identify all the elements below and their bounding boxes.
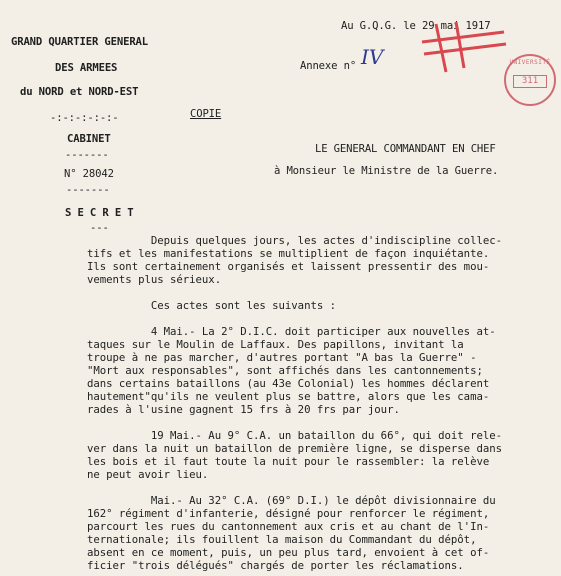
org-line-2: DES ARMEES [55,62,118,74]
body-line: troupe à ne pas marcher, d'autres portant "A bas la Guerre" - [87,351,477,364]
body-line: "Mort aux responsables", sont affichés dans les cantonnements; [87,364,483,377]
body-line: ver dans la nuit un bataillon de première ligne, se disperse dans [87,442,502,455]
body-line: tifs et les manifestations se multiplient de façon inquiétante. [87,247,490,260]
body-line: ne peut avoir lieu. [87,468,209,481]
body-line: Depuis quelques jours, les actes d'indiscipline collec- [87,234,502,247]
body-line: ternationale; ils fouillent la maison du Commandant du dépôt, [87,533,477,546]
sender: LE GENERAL COMMANDANT EN CHEF [315,143,496,155]
body-line: taques sur le Moulin de Laffaux. Des papillons, invitant la [87,338,464,351]
body-line: dans certains bataillons (au 43e Colonial) les hommes déclarent [87,377,490,390]
dashes-3: --- [90,222,109,234]
reference-number: N° 28042 [64,168,114,180]
org-line-3: du NORD et NORD-EST [20,86,139,98]
red-pencil-mark [418,20,508,75]
body-line: rades à l'usine gagnent 15 frs à 20 frs par jour. [87,403,400,416]
annexe-number: IV [361,45,384,69]
separator: -:-:-:-:-:- [50,112,119,124]
body-line: Ces actes sont les suivants : [87,299,336,312]
annexe-label: Annexe n° [300,60,357,72]
stamp-ring-text: UNIVERSITÉ [509,59,551,66]
secret-label: S E C R E T [65,207,134,219]
cabinet-label: CABINET [67,133,111,145]
org-line-1: GRAND QUARTIER GENERAL [11,36,149,48]
body-line: ficier "trois délégués" chargés de porter les réclamations. [87,559,464,572]
body-line: les bois et il faut toute la nuit pour le rassembler: la relève [87,455,490,468]
recipient: à Monsieur le Ministre de la Guerre. [274,165,499,177]
library-stamp [504,54,556,106]
body-line: vements plus sérieux. [87,273,222,286]
dashes-1: ------- [65,149,109,161]
body-line: Ils sont certainement organisés et laissent pressentir des mou- [87,260,490,273]
body-line: Mai.- Au 32° C.A. (69° D.I.) le dépôt divisionnaire du [87,494,496,507]
body-line: 4 Mai.- La 2° D.I.C. doit participer aux nouvelles at- [87,325,496,338]
body-line: absent en ce moment, puis, un peu plus tard, envoient à cet of- [87,546,490,559]
stamp-number: 311 [513,75,547,88]
dashes-2: ------- [66,184,110,196]
place-date: Au G.Q.G. le 29 mai 1917 [341,20,491,32]
body-line: 19 Mai.- Au 9° C.A. un bataillon du 66°, qui doit rele- [87,429,502,442]
body-line: hautement"qu'ils ne veulent plus se battre, alors que les cama- [87,390,490,403]
body-line: parcourt les rues du cantonnement aux cris et au chant de l'In- [87,520,490,533]
copie-label: COPIE [190,108,222,120]
body-line: 162° régiment d'infanterie, désigné pour renforcer le régiment, [87,507,490,520]
